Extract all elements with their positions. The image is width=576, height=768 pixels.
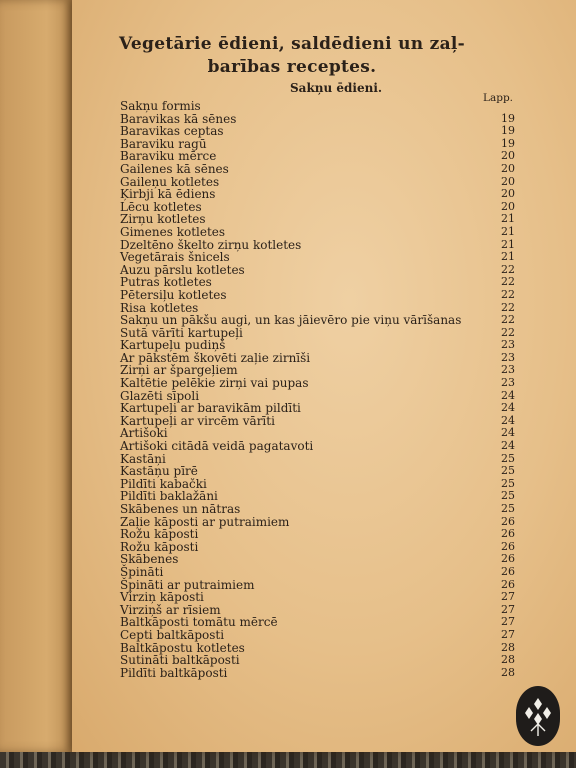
toc-entry-title: Vegetārais šnicels: [120, 250, 230, 265]
toc-entry-title: Špināti ar putraimiem: [120, 577, 255, 592]
toc-entry-page: 22: [501, 287, 515, 301]
section-heading: Sakņu ēdieni.: [290, 81, 383, 95]
toc-entry-title: Putras kotletes: [120, 275, 212, 290]
toc-entry: [120, 125, 515, 138]
toc-entry: [120, 289, 515, 302]
toc-entry-title: Skābenes un nātras: [120, 502, 241, 516]
toc-entry-page: 22: [501, 275, 515, 289]
toc-entry-title: Baraviku mērce: [120, 149, 217, 164]
toc-entry: [120, 226, 515, 239]
toc-entry-title: Ķirbji kā ēdiens: [120, 187, 216, 202]
toc-entry-page: 23: [501, 338, 515, 352]
toc-entry-title: Baraviku ragū: [120, 136, 207, 151]
toc-entry-page: 25: [501, 464, 515, 478]
toc-entry-title: Cepti baltkāposti: [120, 627, 225, 642]
toc-entry-page: 26: [501, 514, 515, 528]
toc-entry: [120, 465, 515, 478]
toc-entry-page: 21: [501, 250, 515, 264]
toc-entry-page: 26: [501, 552, 515, 566]
toc-entry-page: 19: [501, 136, 515, 150]
toc-entry-page: 24: [501, 426, 515, 440]
toc-entry-page: 25: [501, 489, 515, 503]
toc-entry: [120, 629, 515, 642]
toc-entry-page: 26: [501, 539, 515, 553]
toc-entry: [120, 377, 515, 390]
toc-entry-page: 27: [501, 615, 515, 629]
toc-entry-title: Artišoki: [120, 426, 168, 441]
toc-entry-title: Špināti: [120, 564, 164, 579]
toc-entry-page: 23: [501, 376, 515, 390]
toc-entry-title: Risa kotletes: [120, 300, 199, 315]
toc-entry-page: 19: [501, 111, 515, 125]
toc-entry-page: 19: [501, 124, 515, 138]
toc-entry: [120, 314, 515, 327]
toc-entry-title: Sutināti baltkāposti: [120, 653, 240, 668]
watermark-logo: [516, 686, 560, 746]
toc-entry-page: 26: [501, 527, 515, 541]
toc-entry-page: 23: [501, 363, 515, 377]
toc-entry-page: 21: [501, 237, 515, 251]
toc-entry: [120, 100, 515, 113]
toc-entry-page: 20: [501, 149, 515, 163]
toc-entry-title: Zirņu kotletes: [120, 212, 206, 227]
toc-entry-title: Sakņu formis: [120, 99, 201, 113]
table-of-contents: [120, 100, 515, 679]
toc-entry-title: Pētersiļu kotletes: [120, 287, 227, 302]
toc-entry-page: 28: [501, 665, 515, 679]
toc-entry-title: Kastāņi: [120, 451, 166, 466]
toc-entry: [120, 402, 515, 415]
toc-entry-page: 25: [501, 451, 515, 465]
toc-entry-title: Kastāņu pīrē: [120, 464, 198, 479]
toc-entry-page: 23: [501, 350, 515, 364]
page-column-label: Lapp.: [483, 92, 514, 104]
toc-entry-title: Gailenes kā sēnes: [120, 161, 229, 176]
toc-entry-title: Pildīti kabački: [120, 476, 207, 491]
toc-entry-title: Pildīti baklažāni: [120, 489, 218, 504]
toc-entry-page: 27: [501, 590, 515, 604]
toc-entry: [120, 339, 515, 352]
toc-entry-page: 26: [501, 577, 515, 591]
toc-entry-title: Zirņi ar špargeļiem: [120, 363, 238, 378]
toc-entry-title: Gaileņu kotletes: [120, 174, 220, 189]
toc-entry: [120, 528, 515, 541]
toc-entry-page: 24: [501, 401, 515, 415]
toc-entry: [120, 654, 515, 667]
toc-entry-title: Rožu kāposti: [120, 539, 199, 554]
toc-entry-title: Baltkāposti tomātu mērcē: [120, 615, 278, 630]
toc-entry-page: 24: [501, 439, 515, 453]
toc-entry: [120, 566, 515, 579]
toc-entry-title: Virziņš ar rīsiem: [120, 602, 221, 617]
toc-entry: [120, 188, 515, 201]
toc-entry-title: Glazēti sīpoli: [120, 388, 200, 403]
toc-entry-title: Gimenes kotletes: [120, 224, 226, 239]
toc-entry: [120, 503, 515, 516]
toc-entry: [120, 440, 515, 453]
toc-entry-title: Kartupeļi ar vircēm vārīti: [120, 413, 275, 428]
toc-entry-page: 24: [501, 388, 515, 402]
toc-entry-page: 27: [501, 602, 515, 616]
toc-entry-title: Rožu kāposti: [120, 527, 199, 542]
page-title: Vegetārie ēdieni, saldēdieni un zaļ-: [118, 34, 466, 54]
toc-entry-title: Baravikas ceptas: [120, 124, 224, 139]
toc-entry-page: 28: [501, 653, 515, 667]
toc-entry: [120, 415, 515, 428]
toc-entry-title: Skābenes: [120, 552, 179, 567]
toc-entry-title: Artišoki citādā veidā pagatavoti: [120, 439, 314, 454]
toc-entry-page: 21: [501, 212, 515, 226]
toc-entry-title: Sakņu un pākšu augi, un kas jāievēro pie viņu vārīšanas: [120, 313, 462, 328]
book-spine: [0, 0, 78, 752]
toc-entry-title: Baravikas kā sēnes: [120, 111, 237, 126]
toc-entry-page: 28: [501, 640, 515, 654]
toc-entry-title: Kartupeļi ar baravikām pildīti: [120, 401, 301, 416]
toc-entry-title: Sutā vārīti kartupeļi: [120, 325, 243, 340]
toc-entry-title: Dzeltēno škelto zirņu kotletes: [120, 237, 302, 252]
toc-entry-title: Pildīti baltkāposti: [120, 665, 228, 680]
toc-entry-page: 20: [501, 174, 515, 188]
toc-entry-title: Virziņ kāposti: [120, 590, 204, 605]
toc-entry-page: 25: [501, 476, 515, 490]
toc-entry-page: 26: [501, 564, 515, 578]
toc-entry-title: Kartupeļu pudiņš: [120, 338, 226, 353]
toc-entry-page: 22: [501, 325, 515, 339]
toc-entry-page: 20: [501, 161, 515, 175]
toc-entry-page: 20: [501, 187, 515, 201]
toc-entry-title: Ar pākstēm škovēti zaļie zirnīši: [120, 350, 311, 365]
toc-entry-page: 22: [501, 262, 515, 276]
toc-entry-page: 25: [501, 502, 515, 515]
toc-entry-title: Lēcu kotletes: [120, 199, 202, 214]
toc-entry-title: Kaltētie pelēkie zirņi vai pupas: [120, 376, 309, 391]
toc-entry-title: Baltkāpostu kotletes: [120, 640, 245, 655]
toc-entry-page: 27: [501, 627, 515, 641]
toc-entry: [120, 553, 515, 566]
toc-entry-title: Zaļie kāposti ar putraimiem: [120, 514, 290, 529]
page-title-continued: barības receptes.: [207, 57, 377, 77]
toc-entry-page: 21: [501, 224, 515, 238]
toc-entry: [120, 591, 515, 604]
toc-entry-page: 24: [501, 413, 515, 427]
toc-entry-title: Auzu pārslu kotletes: [120, 262, 245, 277]
toc-entry-page: 22: [501, 300, 515, 314]
toc-entry-page: 20: [501, 199, 515, 213]
toc-entry: [120, 667, 515, 680]
toc-entry-page: 22: [501, 313, 515, 327]
toc-entry: [120, 251, 515, 264]
toc-entry: [120, 163, 515, 176]
